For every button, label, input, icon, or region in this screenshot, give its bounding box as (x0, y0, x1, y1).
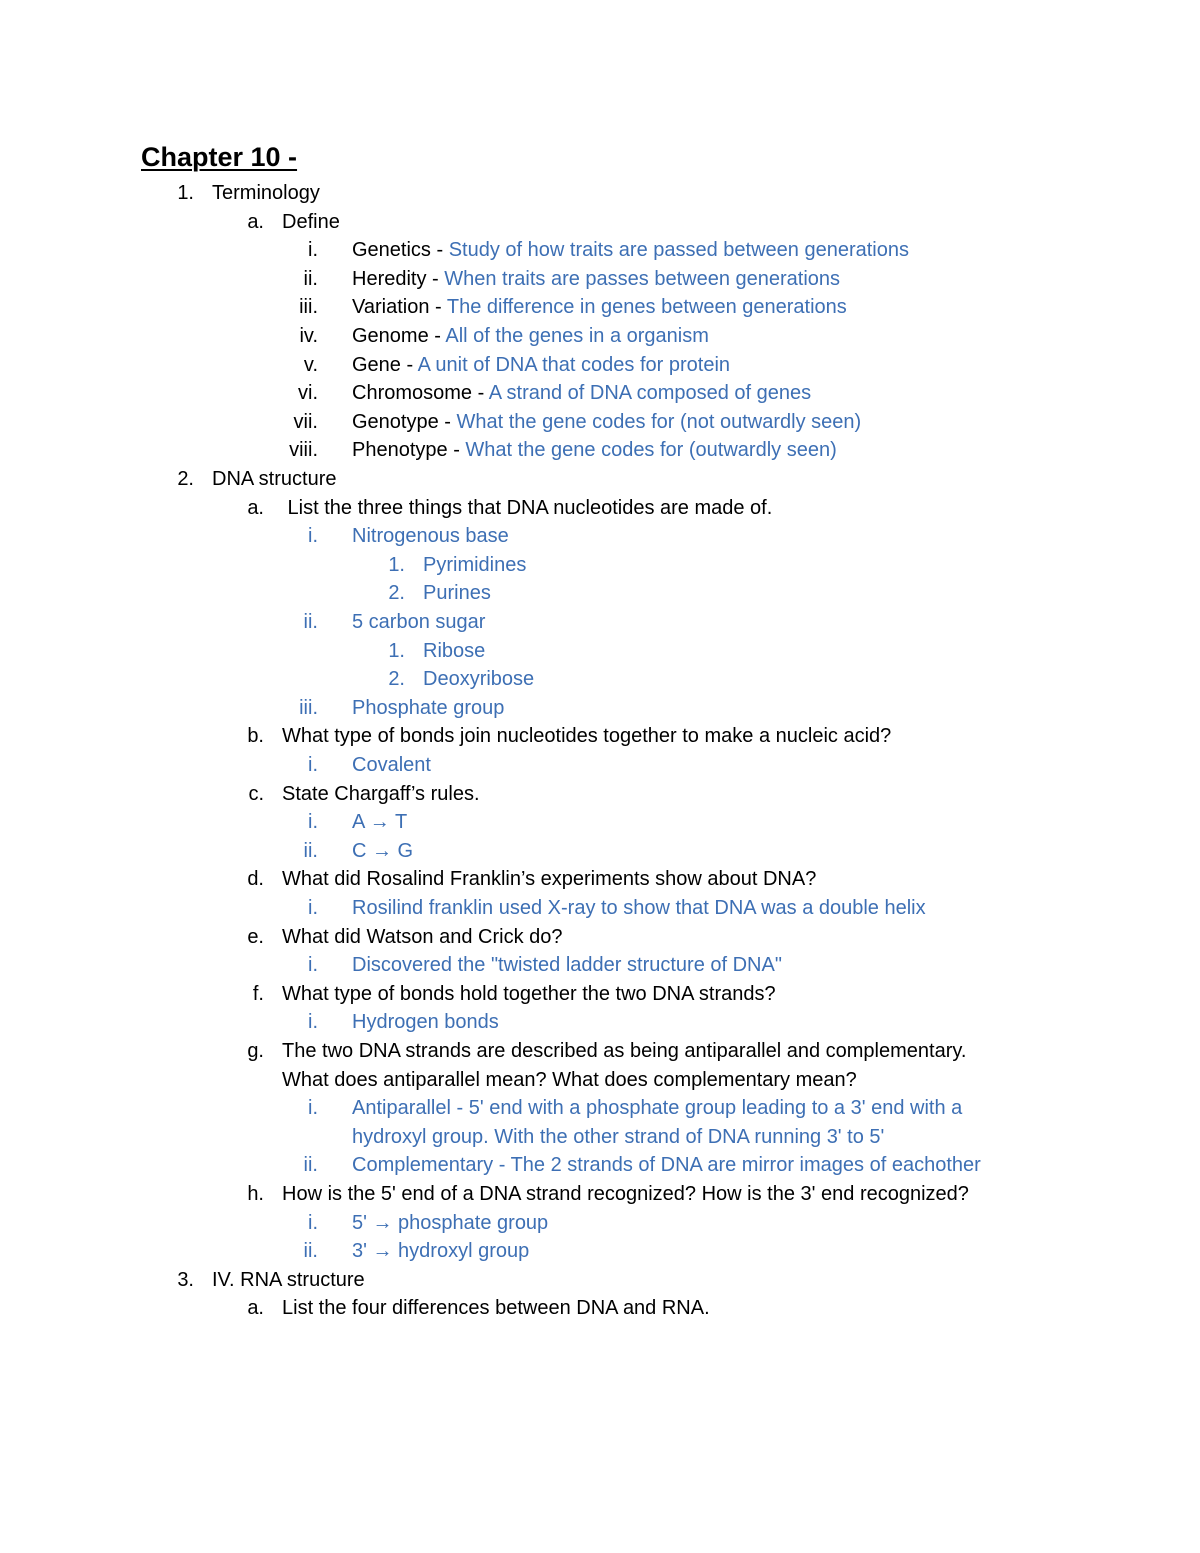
question-text: What type of bonds hold together the two DNA strands? (282, 982, 776, 1005)
list-marker: ii. (303, 1154, 318, 1177)
list-marker: a. (247, 1297, 264, 1320)
question-text: Define (282, 210, 340, 233)
answer-text: Discovered the "twisted ladder structure of DNA" (352, 954, 782, 977)
definition-line (352, 265, 840, 293)
outline-item (0, 923, 1200, 951)
outline-item (0, 837, 1200, 865)
outline-item (0, 1008, 1200, 1036)
definition-line (352, 379, 811, 407)
outline-item (0, 494, 1200, 522)
list-marker: i. (308, 897, 318, 919)
definition-line (352, 322, 709, 350)
answer-text: What the gene codes for (outwardly seen) (465, 439, 837, 462)
list-marker: d. (247, 868, 264, 891)
list-marker: viii. (289, 439, 318, 462)
answer-text: A unit of DNA that codes for protein (417, 353, 731, 376)
list-marker: i. (308, 811, 318, 834)
list-marker: f. (252, 982, 264, 1005)
answer-text: Deoxyribose (423, 668, 535, 691)
term-label: Phenotype - (352, 439, 466, 462)
answer-text: Complementary - The 2 strands of DNA are mirror images of eachother (352, 1154, 981, 1177)
list-marker: i. (308, 1211, 318, 1234)
list-marker: ii. (303, 611, 318, 633)
definition-line (352, 351, 730, 379)
outline-item (0, 1037, 1200, 1065)
outline-item (0, 293, 1200, 321)
outline-item (0, 179, 1200, 207)
term-label: Genotype - (352, 410, 457, 433)
term-label: Heredity - (352, 267, 445, 290)
list-marker: e. (247, 925, 264, 948)
answer-text: Rosilind franklin used X-ray to show that DNA was a double helix (352, 897, 926, 919)
outline-item (0, 608, 1200, 636)
outline-item (0, 236, 1200, 264)
outline-item (0, 522, 1200, 550)
list-marker: 3. (177, 1268, 194, 1291)
answer-text: Nitrogenous base (352, 525, 509, 548)
outline-item (0, 322, 1200, 350)
list-marker: i. (308, 1011, 318, 1034)
list-marker: 2. (388, 582, 405, 605)
list-marker: h. (247, 1183, 264, 1205)
outline-item (0, 408, 1200, 436)
outline-item (0, 1123, 1200, 1151)
outline-item (0, 808, 1200, 836)
outline-item (0, 1094, 1200, 1122)
list-marker: i. (308, 239, 318, 262)
list-marker: 2. (388, 668, 405, 691)
answer-text: Study of how traits are passed between generations (448, 239, 909, 262)
outline-item (0, 1266, 1200, 1294)
outline-item (0, 665, 1200, 693)
definition-line (352, 436, 837, 464)
outline-item (0, 722, 1200, 750)
question-text: The two DNA strands are described as being antiparallel and complementary. (282, 1040, 967, 1062)
answer-text: A strand of DNA composed of genes (488, 382, 812, 405)
list-marker: b. (247, 725, 264, 748)
answer-text: Covalent (352, 754, 431, 776)
outline-item (0, 694, 1200, 722)
outline-item (0, 465, 1200, 493)
outline-item (0, 551, 1200, 579)
list-marker: vi. (298, 382, 318, 405)
list-marker: 1. (388, 639, 405, 662)
question-text: What did Watson and Crick do? (282, 925, 563, 948)
outline-item (0, 1151, 1200, 1179)
list-marker: a. (247, 496, 264, 519)
answer-text: What the gene codes for (not outwardly seen) (456, 410, 862, 433)
list-marker: i. (308, 754, 318, 776)
outline-item (0, 1237, 1200, 1265)
list-marker: 2. (177, 468, 194, 490)
answer-text: 5' → phosphate group (352, 1211, 549, 1234)
outline-item (0, 1066, 1200, 1094)
answer-text: A → T (352, 811, 408, 834)
outline-item (0, 980, 1200, 1008)
term-label: Genetics - (352, 239, 449, 262)
outline-item (0, 951, 1200, 979)
outline-item (0, 894, 1200, 922)
list-marker: iv. (299, 325, 318, 347)
list-marker: 1. (388, 553, 405, 576)
list-marker: iii. (299, 696, 318, 719)
list-marker: ii. (303, 1240, 318, 1263)
answer-text: hydroxyl group. With the other strand of DNA running 3' to 5' (352, 1125, 885, 1148)
answer-text: 5 carbon sugar (352, 611, 486, 633)
answer-text: All of the genes in a organism (445, 325, 709, 347)
question-text: Terminology (212, 182, 320, 204)
list-marker: g. (247, 1040, 264, 1062)
list-marker: i. (308, 1097, 318, 1120)
outline-item (0, 1209, 1200, 1237)
question-text: List the four differences between DNA and RNA. (282, 1297, 710, 1320)
outline-item (0, 637, 1200, 665)
outline-item (0, 265, 1200, 293)
outline-item (0, 379, 1200, 407)
list-marker: i. (308, 954, 318, 977)
list-marker: ii. (303, 267, 318, 290)
answer-text: Antiparallel - 5' end with a phosphate group leading to a 3' end with a (352, 1097, 963, 1120)
question-text: What does antiparallel mean? What does complementary mean? (282, 1068, 857, 1091)
outline-item (0, 780, 1200, 808)
answer-text: When traits are passes between generations (444, 267, 841, 290)
term-label: Genome - (352, 325, 446, 347)
list-marker: ii. (303, 839, 318, 862)
list-marker: v. (303, 353, 318, 376)
answer-text: Hydrogen bonds (352, 1011, 499, 1034)
outline-item (0, 1294, 1200, 1322)
definition-line (352, 236, 909, 264)
term-label: Variation - (352, 296, 447, 319)
list-marker: c. (248, 782, 264, 805)
outline-item (0, 351, 1200, 379)
answer-text: Pyrimidines (423, 553, 527, 576)
definition-line (352, 293, 847, 321)
outline-item (0, 436, 1200, 464)
definition-line (352, 408, 861, 436)
term-label: Gene - (352, 353, 418, 376)
answer-text: Purines (423, 582, 491, 605)
outline-item (0, 865, 1200, 893)
document-title: Chapter 10 - (141, 142, 298, 172)
answer-text: 3' → hydroxyl group (352, 1240, 530, 1263)
outline-item (0, 1180, 1200, 1208)
answer-text: The difference in genes between generations (446, 296, 847, 319)
term-label: Chromosome - (352, 382, 489, 405)
list-marker: i. (308, 525, 318, 548)
list-marker: 1. (177, 182, 194, 204)
question-text: What did Rosalind Franklin’s experiments show about DNA? (282, 868, 817, 891)
question-text: State Chargaff’s rules. (282, 782, 480, 805)
answer-text: C → G (352, 839, 414, 862)
list-marker: a. (247, 210, 264, 233)
question-text: List the three things that DNA nucleotides are made of. (282, 496, 773, 519)
question-text: What type of bonds join nucleotides together to make a nucleic acid? (282, 725, 892, 748)
answer-text: Phosphate group (352, 696, 505, 719)
list-marker: iii. (299, 296, 318, 319)
question-text: DNA structure (212, 468, 337, 490)
outline-item (0, 579, 1200, 607)
outline-item (0, 751, 1200, 779)
answer-text: Ribose (423, 639, 486, 662)
outline-item (0, 208, 1200, 236)
list-marker: vii. (293, 410, 318, 433)
question-text: IV. RNA structure (212, 1268, 365, 1291)
question-text: How is the 5' end of a DNA strand recognized? How is the 3' end recognized? (282, 1183, 969, 1205)
